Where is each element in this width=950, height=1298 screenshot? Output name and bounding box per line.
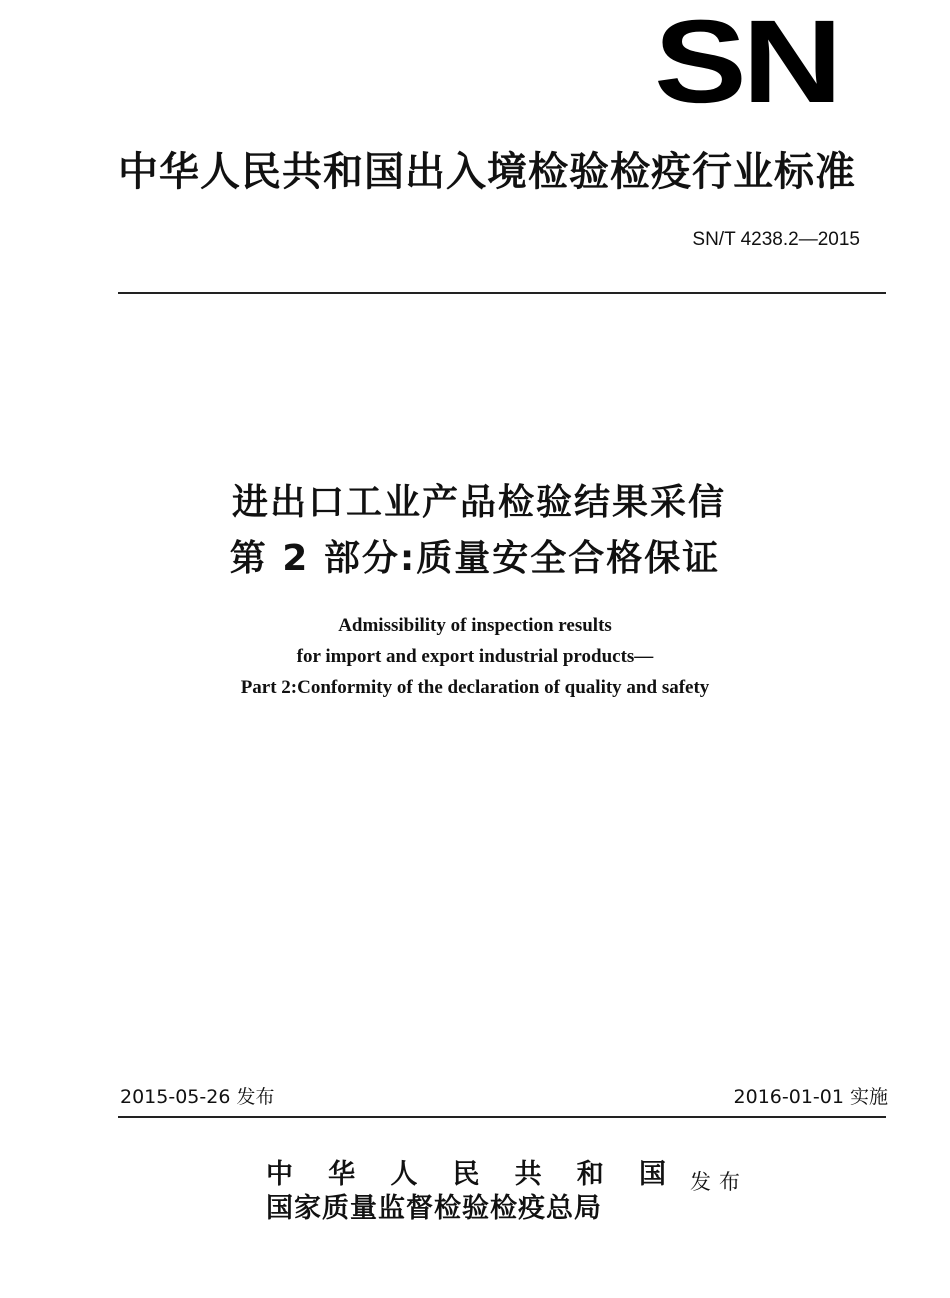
issue-date: 2015-05-26 发布 <box>120 1086 275 1108</box>
issuer-release-label: 发布 <box>690 1170 748 1194</box>
sn-logo: SN <box>654 0 838 128</box>
english-title-line-1: Admissibility of inspection results <box>338 615 612 636</box>
issuer-block <box>266 1152 666 1224</box>
issuer-char: 共 <box>514 1159 542 1190</box>
issuer-line-2: 国家质量监督检验检疫总局 <box>266 1193 602 1224</box>
standard-number: SN/T 4238.2—2015 <box>692 229 860 250</box>
bottom-divider <box>118 1116 886 1118</box>
issuer-line-1 <box>266 1152 666 1190</box>
issuer-char: 中 <box>266 1159 293 1190</box>
chinese-title-line-2: 第 2 部分:质量安全合格保证 <box>229 538 721 579</box>
top-divider <box>118 292 886 294</box>
issuer-char: 国 <box>638 1159 666 1190</box>
implementation-date: 2016-01-01 实施 <box>733 1086 888 1108</box>
organization-title: 中华人民共和国出入境检验检疫行业标准 <box>118 149 856 195</box>
issuer-char: 人 <box>390 1159 418 1190</box>
chinese-title-line-1: 进出口工业产品检验结果采信 <box>231 482 726 523</box>
english-title-line-2: for import and export industrial products— <box>296 646 654 667</box>
issuer-char: 和 <box>576 1159 604 1190</box>
issuer-char: 华 <box>328 1159 356 1190</box>
issuer-char: 民 <box>452 1159 480 1190</box>
english-title-line-3: Part 2:Conformity of the declaration of quality and safety <box>240 677 710 698</box>
